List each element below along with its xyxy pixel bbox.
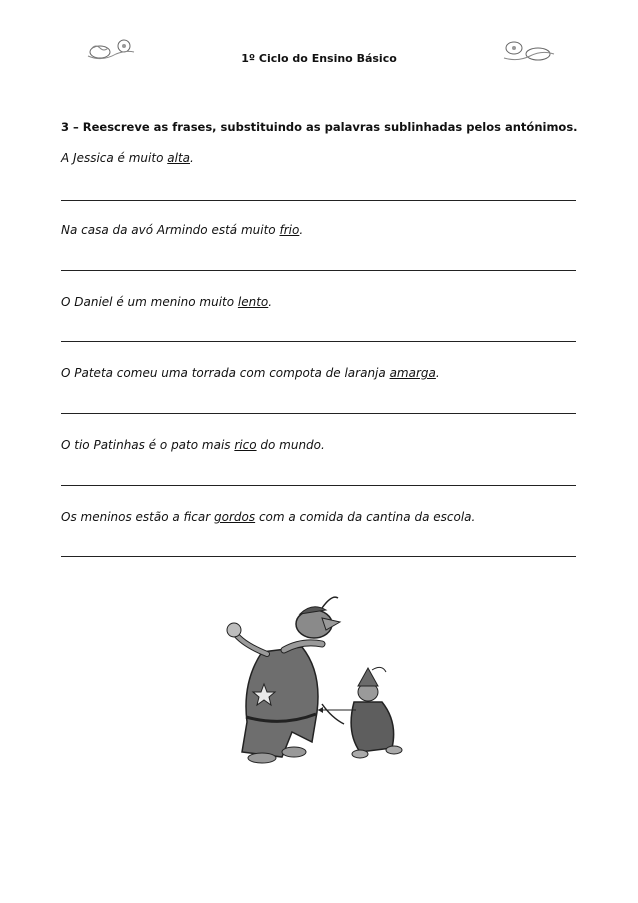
answer-line-3[interactable] [61,341,576,342]
sentence-6 [61,510,475,524]
sentence-text: Os meninos estão a ficar [61,510,215,524]
underlined-word: alta [167,151,190,165]
sentence-text: Na casa da avó Armindo está muito [61,223,280,237]
answer-line-5[interactable] [61,485,576,486]
underlined-word: frio [279,223,300,237]
sentence-end: . [435,366,440,380]
sentence-end: . [190,151,194,165]
sentence-5 [61,438,325,452]
sentence-text: O tio Patinhas é o pato mais [61,438,235,452]
answer-line-6[interactable] [61,556,576,557]
sentence-text: O Pateta comeu uma torrada com compota de laranja [61,366,390,380]
header-title: 1º Ciclo do Ensino Básico [241,52,397,65]
sentence-1 [61,151,194,165]
answer-line-4[interactable] [61,413,576,414]
sentence-end: . [299,223,304,237]
underlined-word: rico [234,438,257,452]
sentence-3 [61,295,272,309]
sentence-end: do mundo. [256,438,325,452]
sentence-text: O Daniel é um menino muito [61,295,238,309]
underlined-word: amarga [389,366,436,380]
exercise-instruction: 3 – Reescreve as frases, substituindo as palavras sublinhadas pelos antónimos. [61,120,578,134]
answer-line-2[interactable] [61,270,576,271]
sentence-2 [61,223,303,237]
sentence-end: . [268,295,273,309]
underlined-word: gordos [214,510,256,524]
school-logo-right-icon [500,38,560,64]
sentence-4 [61,366,440,380]
sentence-end: com a comida da cantina da escola. [255,510,476,524]
underlined-word: lento [237,295,269,309]
answer-line-1[interactable] [61,200,576,201]
sentence-text: A Jessica é muito [61,151,168,165]
cartoon-illustration-icon [222,592,422,772]
